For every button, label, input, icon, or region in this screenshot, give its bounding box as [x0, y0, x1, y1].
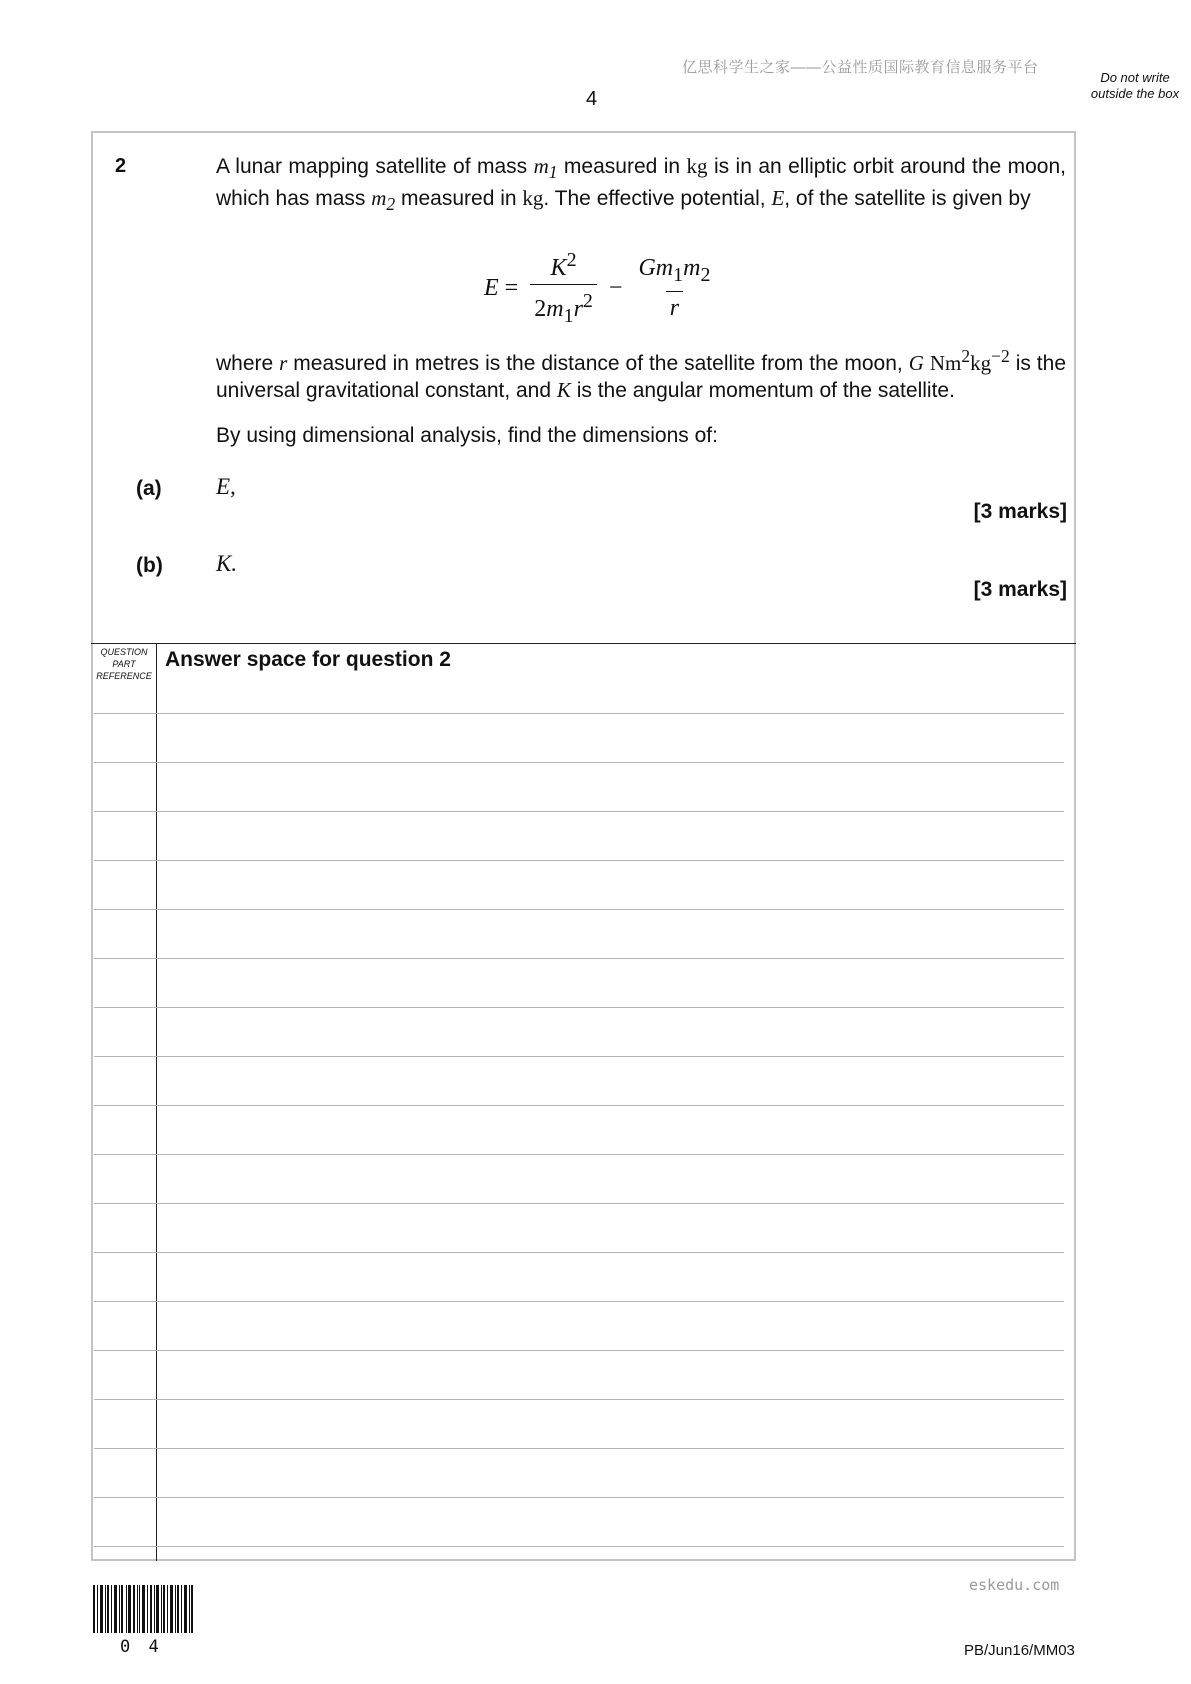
intro-text-6: , of the satellite is given by — [784, 187, 1031, 211]
intro-text-5: . The effective potential, — [543, 187, 772, 211]
fraction-denominator: $2m_1r^2$ — [530, 284, 597, 330]
answer-line[interactable] — [94, 713, 1064, 714]
kg-unit: kg — [522, 186, 544, 211]
question-number: 2 — [115, 155, 127, 177]
intro-text-2: measured in — [557, 155, 687, 178]
minus-sign: − — [608, 274, 623, 301]
question-part-reference-label: QUESTION PART REFERENCE — [96, 647, 152, 681]
fraction-numerator: $K^2$ — [550, 249, 577, 282]
answer-line[interactable] — [94, 1399, 1064, 1400]
page-number: 4 — [586, 88, 598, 110]
where-text-3: is the universal gravitational constant, and — [216, 352, 1067, 402]
fraction-numerator: $Gm_1m_2$ — [638, 255, 711, 286]
part-b-text: K. — [216, 551, 238, 576]
answer-line[interactable] — [94, 1056, 1064, 1057]
part-a-marks: [3 marks] — [973, 500, 1067, 523]
answer-line[interactable] — [94, 1154, 1064, 1155]
fraction-denominator: r — [666, 291, 683, 322]
intro-text-4: measured in — [395, 187, 523, 211]
k-symbol: K — [556, 378, 571, 402]
barcode-number: 0 4 — [120, 1637, 163, 1657]
where-text-2: measured in metres is the distance of the satellite from the moon, — [287, 352, 909, 375]
barcode-icon — [93, 1585, 193, 1633]
where-text-4: is the angular momentum of the satellite. — [570, 379, 955, 402]
part-a-text: E, — [216, 474, 236, 499]
answer-line[interactable] — [94, 1350, 1064, 1351]
answer-line[interactable] — [94, 1203, 1064, 1204]
answer-line[interactable] — [94, 1546, 1064, 1547]
intro-text-1: A lunar mapping satellite of mass — [216, 155, 534, 178]
answer-line[interactable] — [94, 1105, 1064, 1106]
answer-line[interactable] — [94, 1497, 1064, 1498]
reference-column-divider — [156, 643, 157, 1561]
part-b-marks: [3 marks] — [973, 578, 1067, 601]
intro-text-3: is in an elliptic orbit around the moon, which has mass — [216, 155, 1067, 211]
paper-code: PB/Jun16/MM03 — [964, 1642, 1075, 1659]
answer-line[interactable] — [94, 958, 1064, 959]
equals-sign: = — [504, 274, 519, 301]
effective-potential-equation — [484, 249, 720, 327]
r-symbol: r — [279, 351, 288, 375]
part-a-label: (a) — [136, 477, 162, 500]
answer-line[interactable] — [94, 909, 1064, 910]
equation-lhs: E — [484, 274, 499, 301]
gravitational-fraction — [634, 254, 714, 322]
answer-line[interactable] — [94, 1301, 1064, 1302]
e-symbol: E — [771, 186, 785, 211]
m1-symbol: $m_1$ — [533, 154, 558, 183]
watermark-top: 亿思科学生之家——公益性质国际教育信息服务平台 — [682, 59, 1039, 76]
g-units: $Nm^2kg^{-2}$ — [929, 346, 1010, 375]
answer-section-divider — [91, 643, 1076, 644]
where-text-1: where — [216, 352, 280, 375]
margin-note: Do not write outside the box — [1090, 70, 1180, 101]
answer-space-heading: Answer space for question 2 — [165, 648, 451, 671]
answer-line[interactable] — [94, 1007, 1064, 1008]
answer-line[interactable] — [94, 1252, 1064, 1253]
answer-line[interactable] — [94, 860, 1064, 861]
question-instruction: By using dimensional analysis, find the dimensions of: — [216, 424, 718, 447]
watermark-bottom: eskedu.com — [969, 1576, 1060, 1594]
part-b-label: (b) — [136, 554, 163, 577]
g-symbol: G — [908, 351, 924, 375]
kg-unit: kg — [686, 154, 708, 178]
m2-symbol: $m_2$ — [371, 186, 396, 215]
answer-line[interactable] — [94, 762, 1064, 763]
kinetic-fraction — [530, 246, 597, 330]
answer-line[interactable] — [94, 811, 1064, 812]
question-where-clause — [216, 343, 1066, 404]
question-intro — [216, 153, 1066, 217]
answer-line[interactable] — [94, 1448, 1064, 1449]
